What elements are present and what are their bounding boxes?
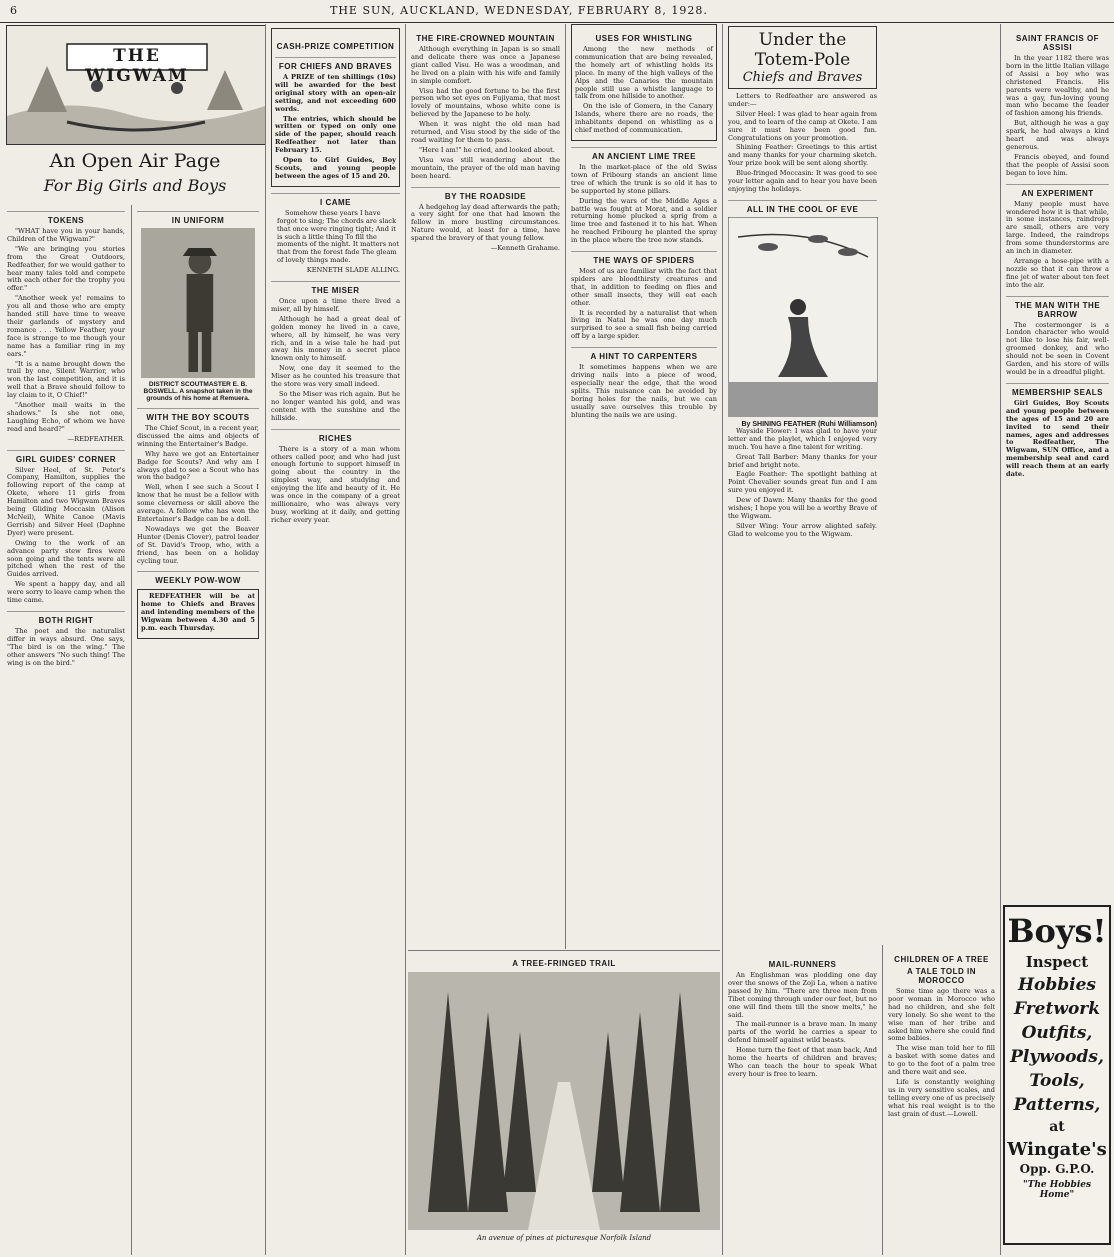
trail-photo [408, 972, 720, 1230]
paragraph: Girl Guides, Boy Scouts and young people between the ages of 15 and 20 are invited to send their names, ages and addresses to Redfeather, The Wigwam, SUN Office, and a membership seal and card will reach them at an early date. [1006, 398, 1109, 479]
ad-tagline: "The Hobbies Home" [1022, 1180, 1092, 1200]
paragraph: Arrange a hose-pipe with a nozzle so that it can throw a fine jet of water about ten feet into the air. [1006, 256, 1109, 289]
bothright-heading: BOTH RIGHT [7, 611, 125, 625]
ad-item: Outfits, [1021, 1023, 1093, 1043]
hobbies-advert [1003, 905, 1111, 1245]
ad-item: Patterns, [1013, 1095, 1101, 1115]
prize-box [271, 28, 400, 187]
paragraph: Some time ago there was a poor woman in Morocco who had no children, and she felt very lonely. So she went to the wise man of her tribe and asked him where she could find some babies. [888, 987, 995, 1043]
morocco-block [882, 945, 1000, 1255]
paragraph: So the Miser was rich again. But he no longer wanted his gold, and was content with the sunshine and the hillside. [271, 390, 400, 422]
mail-heading: MAIL-RUNNERS [768, 960, 837, 969]
scouts-article [137, 425, 259, 565]
drawing-heading: ALL IN THE COOL OF EVE [728, 200, 877, 214]
experiment-article [1006, 201, 1109, 290]
paragraph: Dew of Dawn: Many thanks for the good wishes; I hope you will be a worthy Brave of the Wigwam. [728, 496, 877, 520]
paragraph: REDFEATHER will be at home to Chiefs and Braves and intending members of the Wigwam between 4.30 and 5 p.m. each Thursday. [141, 592, 255, 633]
ad-item: Fretwork [1013, 999, 1101, 1019]
paragraph: Silver Wing: Your arrow alighted safely. Glad to welcome you to the Wigwam. [728, 521, 877, 538]
byline: —Kenneth Grahame. [490, 244, 560, 253]
paragraph: The poet and the naturalist differ in ways absurd. One says, "The bird is on the wing." The other answers "No such thing! The wing is on the bird." [7, 626, 125, 667]
paragraph: The mail-runner is a brave man. In many parts of the world he carries a spear to defend himself against wild beasts. [728, 1020, 877, 1045]
ad-item: Plywoods, [1010, 1047, 1104, 1067]
roadside-article [411, 204, 560, 253]
paragraph: Well, when I see such a Scout I know that he must be a fellow with some cleverness or skill above the average. A fellow who has won the Entertainer's Badge can be a doll. [137, 483, 259, 523]
trail-caption: An avenue of pines at picturesque Norfolk Island [476, 1234, 652, 1242]
powwow-heading: WEEKLY POW-WOW [137, 571, 259, 585]
limetree-heading: AN ANCIENT LIME TREE [571, 147, 717, 161]
paragraph: During the wars of the Middle Ages a battle was fought at Morat, and a soldier returning home plucked a sprig from a lime tree and fastened it to his hat. When he reached Fribourg he planted the spray in the place where the tree now stands. [571, 196, 717, 245]
scoutmaster-photo [141, 228, 255, 378]
limetree-article [571, 164, 717, 245]
photo-caption: DISTRICT SCOUTMASTER E. B. BOSWELL. A snapshot taken in the grounds of his home at Remuera. [143, 381, 253, 402]
paragraph: Silver Heel: I was glad to hear again from you, and to learn of the camp at Okete. I am sure it must have been good fun. Congratulations on your promotion. [728, 109, 877, 142]
seals-notice [1006, 400, 1109, 479]
column-1 [2, 205, 130, 1255]
seals-heading: MEMBERSHIP SEALS [1006, 383, 1109, 397]
paragraph: But, although he was a gay spark, he had always a kind heart and was always generous. [1006, 119, 1109, 151]
paragraph: Owing to the work of an advance party stew fires were soon going and the tents were all pitched when the rest of the Guides arrived. [7, 538, 125, 579]
paragraph: Now, one day it seemed to the Miser as he counted his treasure that the store was very small indeed. [271, 364, 400, 389]
morocco-article [888, 988, 995, 1119]
prize-text [275, 74, 396, 181]
carpenters-heading: A HINT TO CARPENTERS [571, 347, 717, 361]
paragraph: The costermonger is a London character who would not like to lose his fair, well-groomed donkey, and who should not be seen in Covent Garden, and his store of wills would be in a dreadful plight. [1006, 320, 1109, 376]
whistling-heading: USES FOR WHISTLING [595, 34, 693, 43]
ad-item: Hobbies [1017, 975, 1097, 995]
paragraph: It is recorded by a naturalist that when living in Natal he was one day much surprised to see a small fish being carried off by a large spider. [571, 308, 717, 341]
paragraph: Home turn the feet of that man back, And home the hearts of children and braves; Who can teach the hour to speak What every hour is free to learn. [728, 1046, 877, 1078]
paragraph: Although he had a great deal of golden money he lived in a cave, where, all by himself, he was very rich, and in a wise tale he had put away his money in a secret place known only to himself. [271, 314, 400, 363]
riches-article [271, 446, 400, 525]
totem-title: Under the Totem-Pole [754, 30, 851, 70]
morocco-subheading: A TALE TOLD IN MOROCCO [906, 967, 977, 985]
paragraph: Although everything in Japan is so small and delicate there was once a Japanese giant called Visu. He was a woodman, and he lived on a plain with his wife and family in simple comfort. [411, 45, 560, 85]
riches-heading: RICHES [271, 429, 400, 443]
paragraph: Why have we got an Entertainer Badge for Scouts? And why am I always glad to see a Scout who has won the badge? [137, 449, 259, 482]
column-3 [265, 24, 405, 1255]
barrow-heading: THE MAN WITH THE BARROW [1006, 296, 1109, 319]
spiders-article [571, 268, 717, 341]
paragraph: Life is constantly weighing us in very sensitive scales, and telling every one of us precisely what his real weight is to the last grain of dust.—Lowell. [888, 1077, 995, 1118]
paragraph: In the market-place of the old Swiss town of Fribourg stands an ancient lime tree of which the trunk is so old it has to be supported by stone pillars. [571, 162, 717, 195]
scoutmaster-figure [141, 228, 255, 378]
cool-of-eve-drawing [728, 217, 878, 417]
paragraph: "It is a name brought down the trail by one, Silent Warrior, who won the last competition, and it is well that a Brave should follow to lay claim to it, O Chief!" [7, 359, 125, 400]
page-number: 6 [10, 4, 17, 17]
paragraph: When it was night the old man had returned, and Visu stood by the side of the road waiting for them to pass. [411, 120, 560, 144]
whistling-article [575, 46, 713, 135]
paragraph: Most of us are familiar with the fact that spiders are bloodthirsty creatures and that, in addition to feeding on flies and other small insects, they will eat each other. [571, 267, 717, 307]
paragraph: Once upon a time there lived a miser, all by himself. [271, 297, 400, 313]
miser-heading: THE MISER [271, 281, 400, 295]
paragraph: A hedgehog lay dead afterwards the path; a very sight for one that had known the fellow in more bustling circumstances. Nature would, at least for a time, have spared the bravery of that young fellow. [411, 202, 560, 243]
paragraph: "Another mail waits in the shadows." Is she not one, Laughing Echo, of whom we have read and heard?" [7, 401, 125, 433]
paragraph: "We are bringing you stories from the Great Outdoors, Redfeather, for we would gather to hear many tales told and compete with each other for the trophy you offer." [7, 244, 125, 293]
prize-subheading: FOR CHIEFS AND BRAVES [275, 57, 396, 71]
spiders-heading: THE WAYS OF SPIDERS [571, 251, 717, 265]
ad-address: Opp. G.P.O. [1019, 1162, 1095, 1176]
morocco-heading: CHILDREN OF A TREE [894, 955, 989, 964]
roadside-heading: BY THE ROADSIDE [411, 187, 560, 201]
byline: —REDFEATHER. [67, 434, 125, 443]
ad-at: at [1049, 1119, 1065, 1135]
column-2 [131, 205, 264, 1255]
tokens-article [7, 228, 125, 444]
barrow-article [1006, 322, 1109, 377]
came-heading: I CAME [271, 193, 400, 207]
mail-article [728, 972, 877, 1079]
mountain-article [411, 46, 560, 181]
ad-inspect: Inspect [1025, 953, 1089, 971]
paragraph: In the year 1182 there was born in the little Italian village of Assisi a boy who was christened Francis. His parents were wealthy, and he was a gay, fun-loving young man who became the leader of fashion among his friends. [1006, 54, 1109, 118]
bothright-article [7, 628, 125, 668]
whistling-box [571, 24, 717, 141]
paragraph: A PRIZE of ten shillings (10s) will be awarded for the best original story with an open-air setting, and not exceeding 600 words. [275, 73, 396, 113]
paragraph: Visu was still wandering about the mountain, the prayer of the old man having been heard. [411, 155, 560, 180]
tokens-heading: TOKENS [7, 211, 125, 225]
paragraph: On the isle of Gomera, in the Canary Islands, where there are no roads, the inhabitants depend on whistling as a chief method of communication. [575, 102, 713, 135]
paragraph: "Here I am!" he cried, and looked about. [419, 145, 555, 154]
paragraph: Many people must have wondered how it is that while, in some instances, raindrops are small, others are very large. Indeed, the raindrops from some thunderstorms are an inch in diameter. [1006, 199, 1109, 256]
powwow-notice [137, 589, 259, 639]
paragraph: Great Tall Barber: Many thanks for your brief and bright note. [728, 452, 877, 469]
mail-runners-block [722, 950, 882, 1255]
page-title-block [6, 150, 264, 195]
wigwam-banner [6, 25, 266, 145]
paragraph: We spent a happy day, and all were sorry to leave camp when the time came. [7, 580, 125, 605]
paragraph: "WHAT have you in your hands, Children of the Wigwam?" [7, 227, 125, 243]
totem-letters [728, 93, 877, 194]
drawing-caption: By SHINING FEATHER (Ruhi Williamson) [741, 420, 877, 428]
guides-article [7, 467, 125, 605]
paragraph: Silver Heel, of St. Peter's Company, Hamilton, supplies the following report of the camp at Okete, where 11 girls from Hamilton and two Wigwam Braves being Gliding Moccasin (Alison McNeil), White Canoe (Mavis Gerrish) and Silver Heel (Daphne Dyer) were present. [7, 465, 125, 537]
wigwam-title: THE WIGWAM [85, 46, 189, 86]
paragraph: Wayside Flower: I was glad to have your letter and the playlet, which I enjoyed very much. You have a fine talent for writing. [728, 426, 877, 451]
poem-author: KENNETH SLADE ALLING. [306, 266, 400, 275]
guides-heading: GIRL GUIDES' CORNER [7, 450, 125, 464]
ad-item: Tools, [1029, 1071, 1085, 1091]
paragraph: Shining Feather: Greetings to this artist and many thanks for your charming sketch. Your prize book will be sent along shortly. [728, 143, 877, 168]
ad-headline: Boys! [1007, 912, 1107, 950]
paragraph: It sometimes happens when we are driving nails into a piece of wood, especially near the edge, that the wood splits. This nuisance can be avoided by boring holes for the nails, but we can usually save ourselves this trouble by blunting the nails we are using. [571, 363, 717, 419]
paragraph: Letters to Redfeather are answered as under:— [728, 92, 877, 108]
page-subtitle: For Big Girls and Boys [43, 176, 227, 195]
column-5 [565, 24, 722, 949]
paragraph: Nowadays we get the Beaver Hunter (Denis Clover), patrol leader of St. David's Troop, who, with a friend, has been on a holiday cycling tour. [137, 524, 259, 565]
totem-subtitle: Chiefs and Braves [742, 70, 863, 85]
page-title: An Open Air Page [49, 150, 221, 172]
totem-letters-2 [728, 428, 877, 539]
paragraph: The Chief Scout, in a recent year, discussed the aims and objects of winning the Entertainer's Badge. [137, 424, 259, 448]
column-6 [722, 24, 882, 950]
paragraph: An Englishman was plodding one day over the snows of the Zoji La, when a native passed by him. "There are three men from Tibet coming through under our feet, but no one will find them till the snow melts," he said. [728, 971, 877, 1019]
francis-heading: SAINT FRANCIS OF ASSISI [1015, 34, 1100, 52]
poem-text: Somehow these years I have forgot to sing; The chords are slack that once were ringing tight; And it is such a little thing To fill the moments of the night. It matters not that from the forest fade The gleam of lovely things made. [277, 208, 400, 265]
uniform-heading: IN UNIFORM [137, 211, 259, 225]
totem-title-box [728, 26, 877, 89]
mountain-heading: THE FIRE-CROWNED MOUNTAIN [416, 34, 555, 43]
paragraph: The entries, which should be written or typed on only one side of the paper, should reach Redfeather not later than February 15. [275, 114, 396, 155]
scouts-heading: WITH THE BOY SCOUTS [137, 408, 259, 422]
paragraph: There is a story of a man whom others called poor, and who had just enough fortune to support himself in going about the country in the simplest way, and studying and enjoying the life and beauty of it. He was once in the company of a great millionaire, who was always very busy, working at it daily, and getting richer every year. [271, 444, 400, 524]
masthead-line: THE SUN, AUCKLAND, WEDNESDAY, FEBRUARY 8, 1928. [330, 4, 708, 17]
paragraph: Francis obeyed, and found that the people of Assisi soon began to love him. [1006, 152, 1109, 177]
paragraph: Blue-fringed Moccasin: It was good to see your letter again and to hear you have been enjoying the holidays. [728, 169, 877, 193]
trail-heading: A TREE-FRINGED TRAIL [512, 959, 616, 968]
ad-store: Wingate's [1007, 1139, 1107, 1160]
francis-article [1006, 55, 1109, 178]
paragraph: Among the new methods of communication that are being revealed, the homely art of whistling holds its place. In many of the high valleys of the Alps and the Canaries the mountain people still use a whistle language to talk from one hillside to another. [575, 45, 713, 101]
page-header [0, 0, 1114, 23]
came-poem [271, 210, 400, 275]
prize-heading: CASH-PRIZE COMPETITION [276, 42, 395, 51]
trail-photo-block [408, 950, 720, 1251]
miser-article [271, 298, 400, 423]
experiment-heading: AN EXPERIMENT [1006, 184, 1109, 198]
paragraph: "Another week ye! remains to you all and those who are empty handed still have time to weave their garlands of mystery and romance . . . Yellow Feather, your face is strange to me though your name has a familiar ring in my ears." [7, 294, 125, 358]
carpenters-article [571, 364, 717, 419]
paragraph: The wise man told her to fill a basket with some dates and to go to the foot of a palm tree and there wait and see. [888, 1044, 995, 1077]
paragraph: Visu had the good fortune to be the first person who set eyes on Fujiyama, that most lovely of mountains, whose white cone is believed by the Japanese to be holy. [411, 86, 560, 119]
paragraph: Eagle Feather: The spotlight bathing at Point Chevalier sounds great fun and I am sure you enjoyed it. [728, 470, 877, 495]
paragraph: Open to Girl Guides, Boy Scouts, and young people between the ages of 15 and 20. [275, 156, 396, 180]
